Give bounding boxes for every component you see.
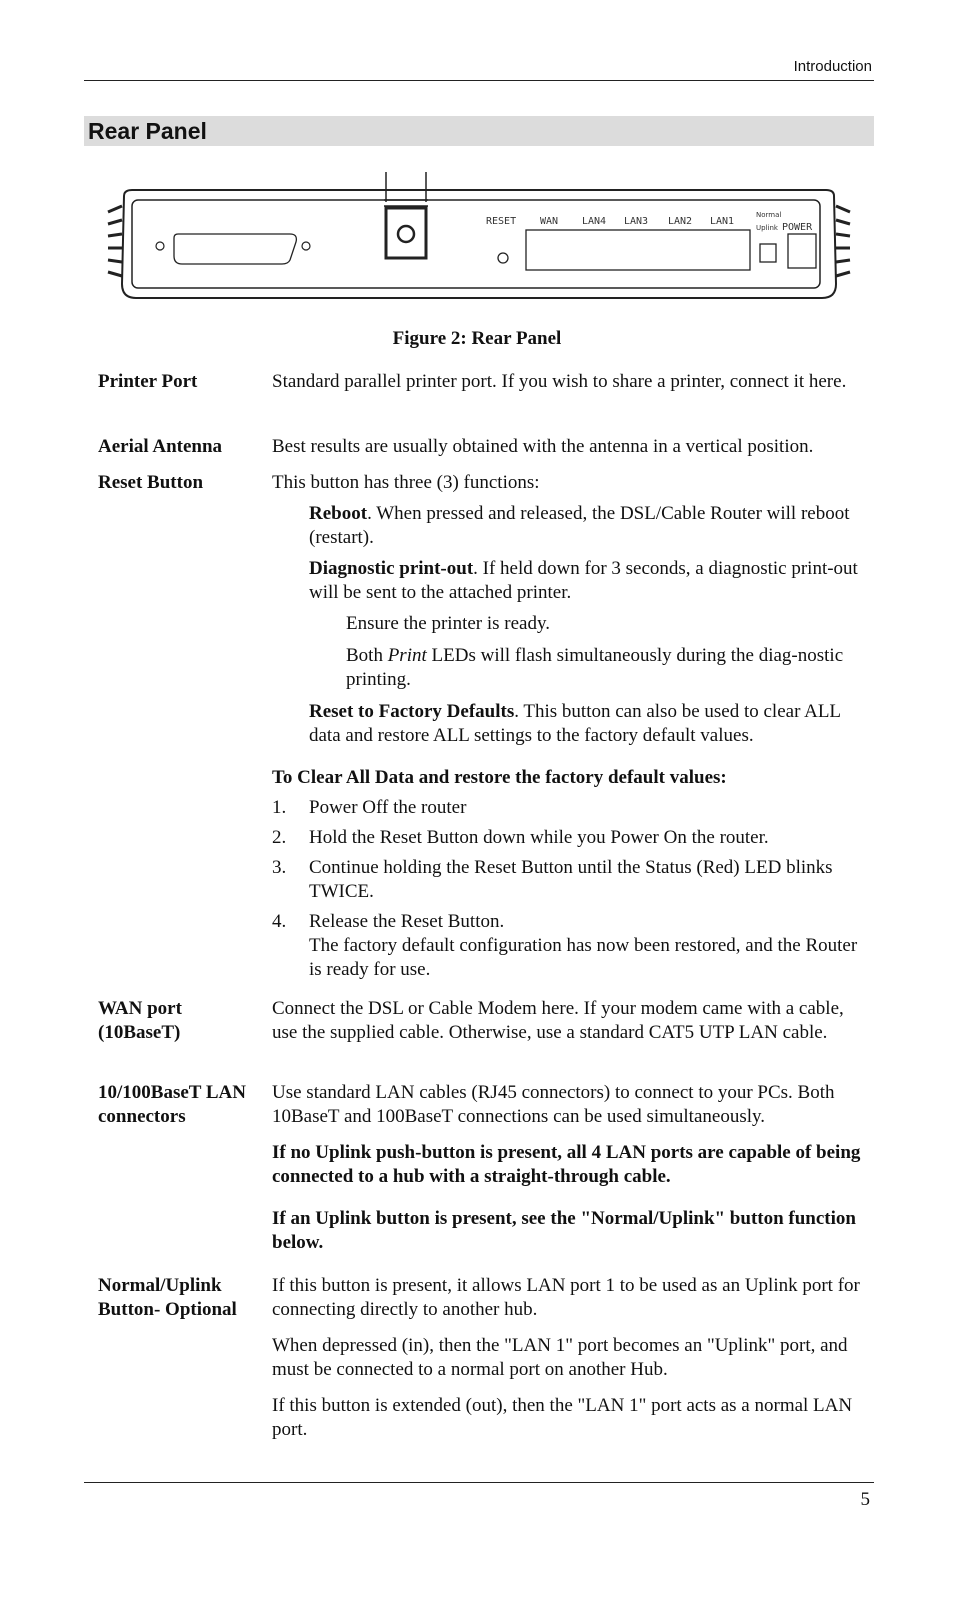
panel-label-lan4: LAN4 — [582, 216, 607, 227]
factory-defaults-paragraph — [309, 700, 868, 748]
desc-wan-port: Connect the DSL or Cable Modem here. If your modem came with a cable, use the supplied cable. Otherwise, use a standard CAT5 UTP LAN cable. — [272, 998, 844, 1043]
rear-panel-figure — [100, 166, 858, 306]
header-title: Introduction — [793, 58, 872, 75]
reboot-text: . When pressed and released, the DSL/Cable Router will reboot (restart). — [309, 503, 850, 548]
list-item — [272, 856, 868, 904]
panel-label-reset: RESET — [486, 216, 517, 227]
panel-label-power: POWER — [782, 222, 813, 233]
list-item — [272, 910, 868, 982]
desc-lan-connectors — [272, 1081, 868, 1255]
reboot-label: Reboot — [309, 503, 368, 524]
panel-label-normal: Normal — [756, 211, 782, 219]
panel-label-wan: WAN — [540, 216, 559, 227]
diagnostic-note-2-post: LEDs will flash simultaneously during the diag-nostic printing. — [346, 645, 844, 690]
diagnostic-note-2-pre: Both — [346, 645, 388, 666]
uplink-paragraph-3: If this button is extended (out), then the "LAN 1" port acts as a normal LAN port. — [272, 1395, 853, 1440]
term-lan-connectors: 10/100BaseT LAN connectors — [98, 1082, 246, 1127]
reset-intro: This button has three (3) functions: — [272, 472, 540, 493]
diagnostic-note-2 — [346, 644, 868, 692]
desc-aerial-antenna: Best results are usually obtained with the antenna in a vertical position. — [272, 436, 814, 457]
step-number: 1. — [272, 797, 287, 818]
desc-normal-uplink — [272, 1274, 868, 1442]
diagnostic-label: Diagnostic print-out — [309, 558, 474, 579]
step-4-extra: The factory default configuration has now been restored, and the Router is ready for use. — [309, 935, 858, 980]
panel-label-lan1: LAN1 — [710, 216, 735, 227]
step-number: 3. — [272, 857, 287, 878]
page-footer — [84, 1482, 874, 1510]
step-text: Release the Reset Button. — [309, 911, 505, 932]
panel-label-lan2: LAN2 — [668, 216, 693, 227]
term-reset-button: Reset Button — [98, 472, 204, 493]
term-aerial-antenna: Aerial Antenna — [98, 436, 223, 457]
page-header — [84, 58, 874, 81]
section-heading-bar — [84, 116, 874, 146]
diagnostic-note-1: Ensure the printer is ready. — [346, 613, 550, 634]
step-number: 4. — [272, 911, 287, 932]
term-normal-uplink: Normal/Uplink Button- Optional — [98, 1275, 237, 1320]
page-number: 5 — [860, 1489, 870, 1510]
diagnostic-paragraph — [309, 557, 868, 605]
factory-defaults-label: Reset to Factory Defaults — [309, 701, 515, 722]
diagnostic-text: . If held down for 3 seconds, a diagnostic print-out will be sent to the attached printer. — [309, 558, 858, 603]
figure-caption: Figure 2: Rear Panel — [392, 328, 562, 349]
list-item — [272, 796, 868, 820]
step-number: 2. — [272, 827, 287, 848]
uplink-paragraph-1: If this button is present, it allows LAN port 1 to be used as an Uplink port for connecting directly to another hub. — [272, 1275, 860, 1320]
step-text: Power Off the router — [309, 797, 467, 818]
section-title: Rear Panel — [88, 118, 207, 144]
term-printer-port: Printer Port — [98, 371, 198, 392]
lan-note-uplink: If an Uplink button is present, see the "Normal/Uplink" button function below. — [272, 1208, 856, 1253]
reboot-paragraph — [309, 502, 868, 550]
step-text: Continue holding the Reset Button until the Status (Red) LED blinks TWICE. — [309, 857, 833, 902]
list-item — [272, 826, 868, 850]
desc-reset-button — [272, 471, 868, 982]
lan-note-no-uplink: If no Uplink push-button is present, all 4 LAN ports are capable of being connected to a hub with a straight-through cable. — [272, 1142, 861, 1187]
panel-label-lan3: LAN3 — [624, 216, 649, 227]
clear-data-heading: To Clear All Data and restore the factory default values: — [272, 767, 727, 788]
factory-defaults-text: . This button can also be used to clear ALL data and restore ALL settings to the factory default values. — [309, 701, 841, 746]
desc-printer-port: Standard parallel printer port. If you wish to share a printer, connect it here. — [272, 371, 847, 392]
step-text: Hold the Reset Button down while you Power On the router. — [309, 827, 769, 848]
uplink-paragraph-2: When depressed (in), then the "LAN 1" port becomes an "Uplink" port, and must be connected to a normal port on another Hub. — [272, 1335, 848, 1380]
term-wan-port: WAN port (10BaseT) — [98, 998, 182, 1043]
panel-label-uplink: Uplink — [756, 224, 778, 232]
diagnostic-note-2-italic: Print — [387, 645, 427, 666]
lan-paragraph: Use standard LAN cables (RJ45 connectors) to connect to your PCs. Both 10BaseT and 100BaseT connections can be used simultaneously. — [272, 1082, 835, 1127]
